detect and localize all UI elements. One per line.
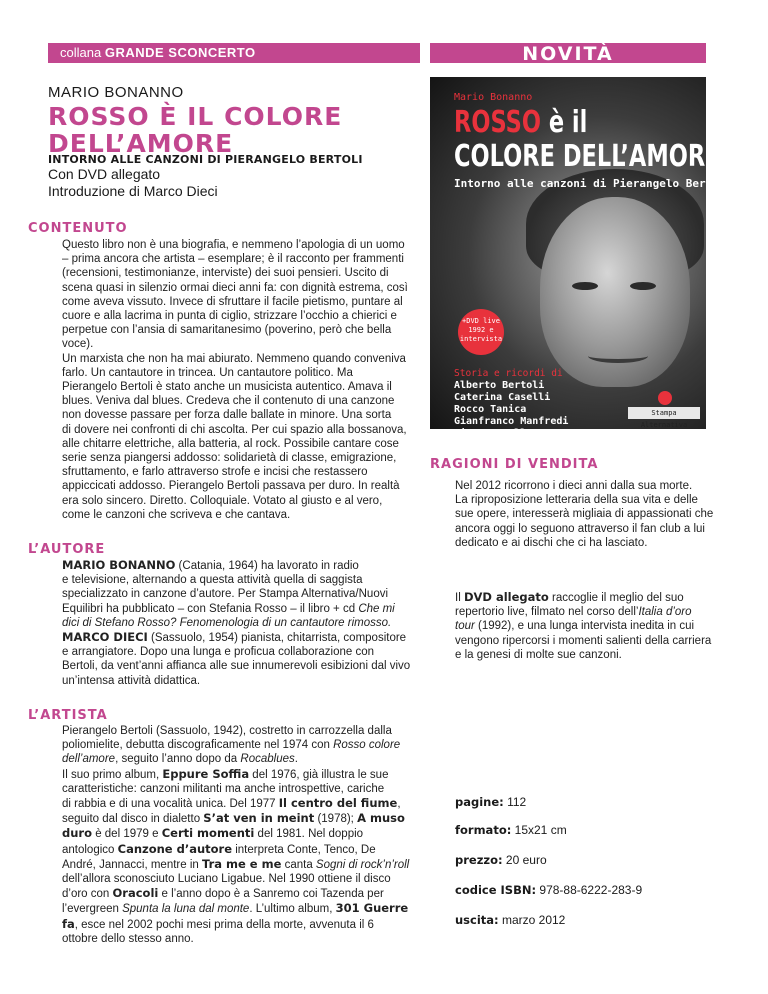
badge-line: +DVD live (462, 317, 500, 325)
text-italic: dell’amore (62, 753, 116, 766)
album-title: Il centro del fiume (278, 796, 398, 811)
text-line: come aveva vissuto. Invece di sfruttare il facile pietismo, puntare al (62, 295, 403, 308)
text-line (455, 605, 745, 619)
text-line: – prima ancora che artista – esemplare; è il racconto per frammenti (62, 253, 404, 266)
text-line: e arrangiatore. Dopo una lunga e proficua collaborazione con (62, 646, 374, 659)
cover-title-line2: COLORE DELL’AMORE (454, 139, 721, 174)
cover-publisher-logo (658, 391, 672, 405)
cover-title-red: ROSSO (454, 105, 541, 140)
text-line (62, 842, 432, 857)
text-span: è del 1979 e (92, 828, 162, 841)
text-line (62, 602, 432, 616)
text-line: un’intensa attività didattica. (62, 674, 201, 687)
album-title: Certi momenti (161, 826, 255, 841)
cover-name: Rocco Tanica (454, 404, 527, 415)
album-title: duro (62, 826, 92, 841)
book-title (48, 103, 342, 157)
text-line (62, 886, 432, 901)
cover-publisher: Stampa Alternativa (628, 407, 700, 419)
text-line (62, 796, 432, 811)
ragioni-text (455, 479, 745, 550)
text-span: poliomielite, debutta discograficamente nel 1974 con (62, 739, 334, 752)
text-line: sfruttamento, e farlo attraverso strofe e incisi che restassero (62, 466, 368, 479)
text-line (62, 767, 432, 782)
ragioni-dvd-text (455, 590, 745, 662)
detail-label: pagine: (455, 795, 504, 809)
text-italic: Italia d’oro (638, 606, 692, 619)
series-bar (48, 43, 420, 63)
section-heading-autore: L’AUTORE (28, 542, 106, 557)
text-span: raccoglie il meglio del suo (548, 592, 684, 604)
detail-value: 978-88-6222-283-9 (536, 883, 643, 897)
text-line: non dovesse passare per forza dalle ballate in minore. Una sorta (62, 409, 392, 422)
text-line (62, 616, 432, 630)
text-span: del 1981. Nel doppio (254, 828, 364, 841)
text-line (62, 752, 432, 766)
section-heading-contenuto: CONTENUTO (28, 221, 128, 236)
text-line: serie senza piangersi addosso: solidarietà di classe, emigrazione, (62, 452, 397, 465)
text-span: . (294, 753, 298, 766)
text-line (62, 857, 432, 872)
cover-title-rest: è il (540, 105, 588, 140)
text-italic: Rocablues (240, 753, 295, 766)
cover-dvd-badge (458, 309, 504, 355)
text-span: . L’ultimo album, (249, 903, 336, 916)
detail-release (455, 913, 565, 927)
text-span: , seguito l’anno dopo da (115, 753, 241, 766)
dvd-highlight: DVD allegato (463, 590, 549, 604)
text-span: , (397, 798, 401, 811)
album-title: Oracoli (112, 886, 159, 901)
text-span: canta (281, 858, 316, 871)
text-span: Il suo primo album, (62, 768, 163, 781)
text-line (62, 811, 432, 826)
author-name: MARIO BONANNO (62, 558, 176, 572)
detail-value: marzo 2012 (498, 913, 566, 927)
text-span: (1992), e una lunga intervista inedita in cui (474, 620, 695, 633)
section-heading-ragioni: RAGIONI DI VENDITA (430, 457, 599, 472)
introducer-name: MARCO DIECI (62, 630, 148, 645)
text-line: di dovere nei confronti di chi ascolta. Per cui spazio alla bossanova, (62, 423, 407, 436)
cover-names-list (454, 380, 568, 452)
book-cover-image (430, 77, 733, 451)
text-span: d’oro con (62, 888, 113, 901)
text-line: e la genesi di molte sue canzoni. (455, 648, 622, 661)
text-line: caratteristiche: canzoni militanti ma anche introspettive, cariche (62, 782, 385, 795)
text-italic: Che mi (358, 602, 395, 615)
autore-text (62, 558, 432, 688)
text-line: specializzato in canzone d’autore. Per Stampa Alternativa/Nuovi (62, 588, 389, 601)
cover-name: Caterina Caselli (454, 392, 551, 403)
text-line: (recensioni, testimonianze, interviste) dei suoi pensieri. Uscito di (62, 267, 389, 280)
text-span: , esce nel 2002 pochi mesi prima della morte, avvenuta il 6 (74, 918, 374, 931)
text-line: blues. Veniva dal blues. Credeva che il contenuto di una canzone (62, 395, 395, 408)
text-line (62, 630, 432, 645)
book-dvd-note: Con DVD allegato (48, 166, 161, 182)
album-title: Tra me e me (202, 856, 282, 871)
detail-label: uscita: (455, 913, 499, 927)
text-italic: Rosso colore (333, 739, 401, 752)
artista-text (62, 724, 432, 946)
text-span: l’evergreen (62, 903, 123, 916)
text-span: del 1976, già illustra le sue (249, 768, 389, 781)
cover-portrait-eye (630, 282, 656, 290)
cover-portrait-mouth (588, 349, 648, 363)
text-italic: tour (455, 620, 475, 633)
text-line: vengono ripercorsi i momenti salienti della carriera (455, 634, 712, 647)
album-title: fa (62, 916, 75, 931)
cover-name: Alberto Bertoli (454, 380, 545, 391)
text-span: Equilibri ha pubblicato – con Stefania Rosso – il libro + cd (62, 602, 359, 615)
text-line: perpetue con l’ansia di samaritanesimo (poverino, però che bella (62, 324, 392, 337)
text-line: Pierangelo Bertoli è stato anche un musicista autentico. Amava il (62, 381, 392, 394)
detail-value: 20 euro (502, 853, 547, 867)
text-line: dell’allora sconosciuto Luciano Ligabue. Nel 1990 ottiene il disco (62, 873, 391, 886)
album-title: A muso (357, 811, 405, 826)
album-title: Canzone d’autore (117, 841, 233, 856)
text-line: ottobre dello stesso anno. (62, 932, 194, 945)
detail-pages (455, 795, 526, 809)
text-italic: dici di Stefano Rosso? Fenomenologia di un cantautore rimosso. (62, 616, 392, 629)
text-line: alle chitarre elettriche, alla batteria, al rock. Possibile cantare cose (62, 437, 399, 450)
book-title-line1: ROSSO È IL COLORE (48, 102, 343, 131)
text-line: appiccicati addosso. Pierangelo Bertoli passava per duro. In realtà (62, 480, 400, 493)
badge-line: 1992 e (468, 326, 494, 334)
section-heading-artista: L’ARTISTA (28, 708, 108, 723)
text-italic: Sogni di rock’n’roll (315, 858, 410, 871)
text-line: Un marxista che non ha mai abiurato. Nemmeno quando conveniva (62, 352, 406, 365)
cover-name: Gianfranco Manfredi (454, 416, 569, 427)
text-span: interpreta Conte, Tenco, De (232, 843, 376, 856)
book-intro-note: Introduzione di Marco Dieci (48, 183, 218, 199)
text-line: farlo. Un cantautore in trincea. Un cantautore politico. Ma (62, 366, 353, 379)
detail-value: 15x21 cm (511, 823, 567, 837)
text-line: come le canzoni che scriveva e che cantava. (62, 508, 291, 521)
novita-label: NOVITÀ (522, 43, 614, 65)
detail-label: codice ISBN: (455, 883, 537, 897)
cover-name: Gaetano Curreri (454, 440, 545, 451)
detail-isbn (455, 883, 642, 897)
text-line: cuore e alla lacrima in punta di ciglio, strizzare l’occhio a chierici e (62, 310, 397, 323)
cover-subtitle: Intorno alle canzoni di Pierangelo Bertoli (454, 177, 733, 190)
text-span: (Sassuolo, 1954) pianista, chitarrista, compositore (147, 632, 407, 645)
text-span: e l’anno dopo è a Sanremo coi Tazenda per (158, 888, 384, 901)
text-line (455, 590, 745, 605)
novita-bar (430, 43, 706, 63)
text-line: Bertoli, da vent’anni affianca alle sue innumerevoli esibizioni dal vivo (62, 660, 411, 673)
detail-format (455, 823, 567, 837)
text-line: ancora oggi lo seguono attraverso il fan club a lui (455, 522, 705, 535)
badge-line: intervista (459, 335, 503, 343)
album-title: Eppure Soffia (162, 766, 250, 781)
text-line (62, 826, 432, 841)
cover-portrait-eye (572, 282, 598, 290)
text-line (455, 619, 745, 633)
text-line (62, 917, 432, 932)
text-line: Questo libro non è una biografia, e nemmeno l’apologia di un uomo (62, 239, 405, 251)
cover-name: Mimmo Cavallo (454, 428, 533, 439)
text-italic: Spunta la luna dal monte (122, 903, 250, 916)
text-line (62, 901, 432, 916)
book-subtitle: INTORNO ALLE CANZONI DI PIERANGELO BERTOLI (48, 153, 363, 166)
series-name: GRANDE SCONCERTO (104, 45, 256, 60)
text-span: André, Jannacci, mentre in (62, 858, 202, 871)
text-line: era solo sincero. Diretto. Colloquiale. Votato al giusto e al vero, (62, 494, 383, 507)
text-line: scena quasi in silenzio ormai dieci anni fa: con dignità estrema, così (62, 281, 408, 294)
text-line: Nel 2012 ricorrono i dieci anni dalla sua morte. (455, 480, 693, 492)
text-span: antologico (62, 843, 118, 856)
cover-storia-label: Storia e ricordi di (454, 368, 563, 379)
text-span: di rabbia e di una vocalità unica. Del 1977 (62, 798, 279, 811)
text-line: sue opere, interesserà migliaia di appassionati che (455, 508, 714, 521)
text-span: (1978); (314, 813, 358, 826)
album-title: S’at ven in meint (203, 811, 315, 826)
text-line: e televisione, alternando a questa attività quella di saggista (62, 574, 363, 587)
text-line: voce). (62, 338, 94, 351)
cover-title-line1 (454, 107, 587, 139)
text-line: Pierangelo Bertoli (Sassuolo, 1942), costretto in carrozzella dalla (62, 725, 392, 737)
detail-label: prezzo: (455, 853, 503, 867)
text-span: (Catania, 1964) ha lavorato in radio (175, 560, 359, 572)
text-span: repertorio live, filmato nel corso dell’ (455, 606, 639, 619)
text-span: Il (455, 592, 464, 604)
text-line: La riproposizione letteraria della sua vita e delle (455, 494, 698, 507)
album-title: 301 Guerre (335, 901, 409, 916)
detail-price (455, 853, 547, 867)
cover-author: Mario Bonanno (454, 92, 533, 103)
book-title-line2: DELL’AMORE (48, 129, 234, 158)
detail-value: 112 (503, 795, 527, 809)
text-span: seguito dal disco in dialetto (62, 813, 204, 826)
detail-label: formato: (455, 823, 512, 837)
book-author: MARIO BONANNO (48, 84, 184, 101)
text-line: dedicato e ai dischi che ci ha lasciato. (455, 536, 648, 549)
series-prefix: collana (60, 45, 102, 60)
text-line (62, 558, 432, 573)
text-line (62, 738, 432, 752)
contenuto-text (62, 238, 427, 522)
